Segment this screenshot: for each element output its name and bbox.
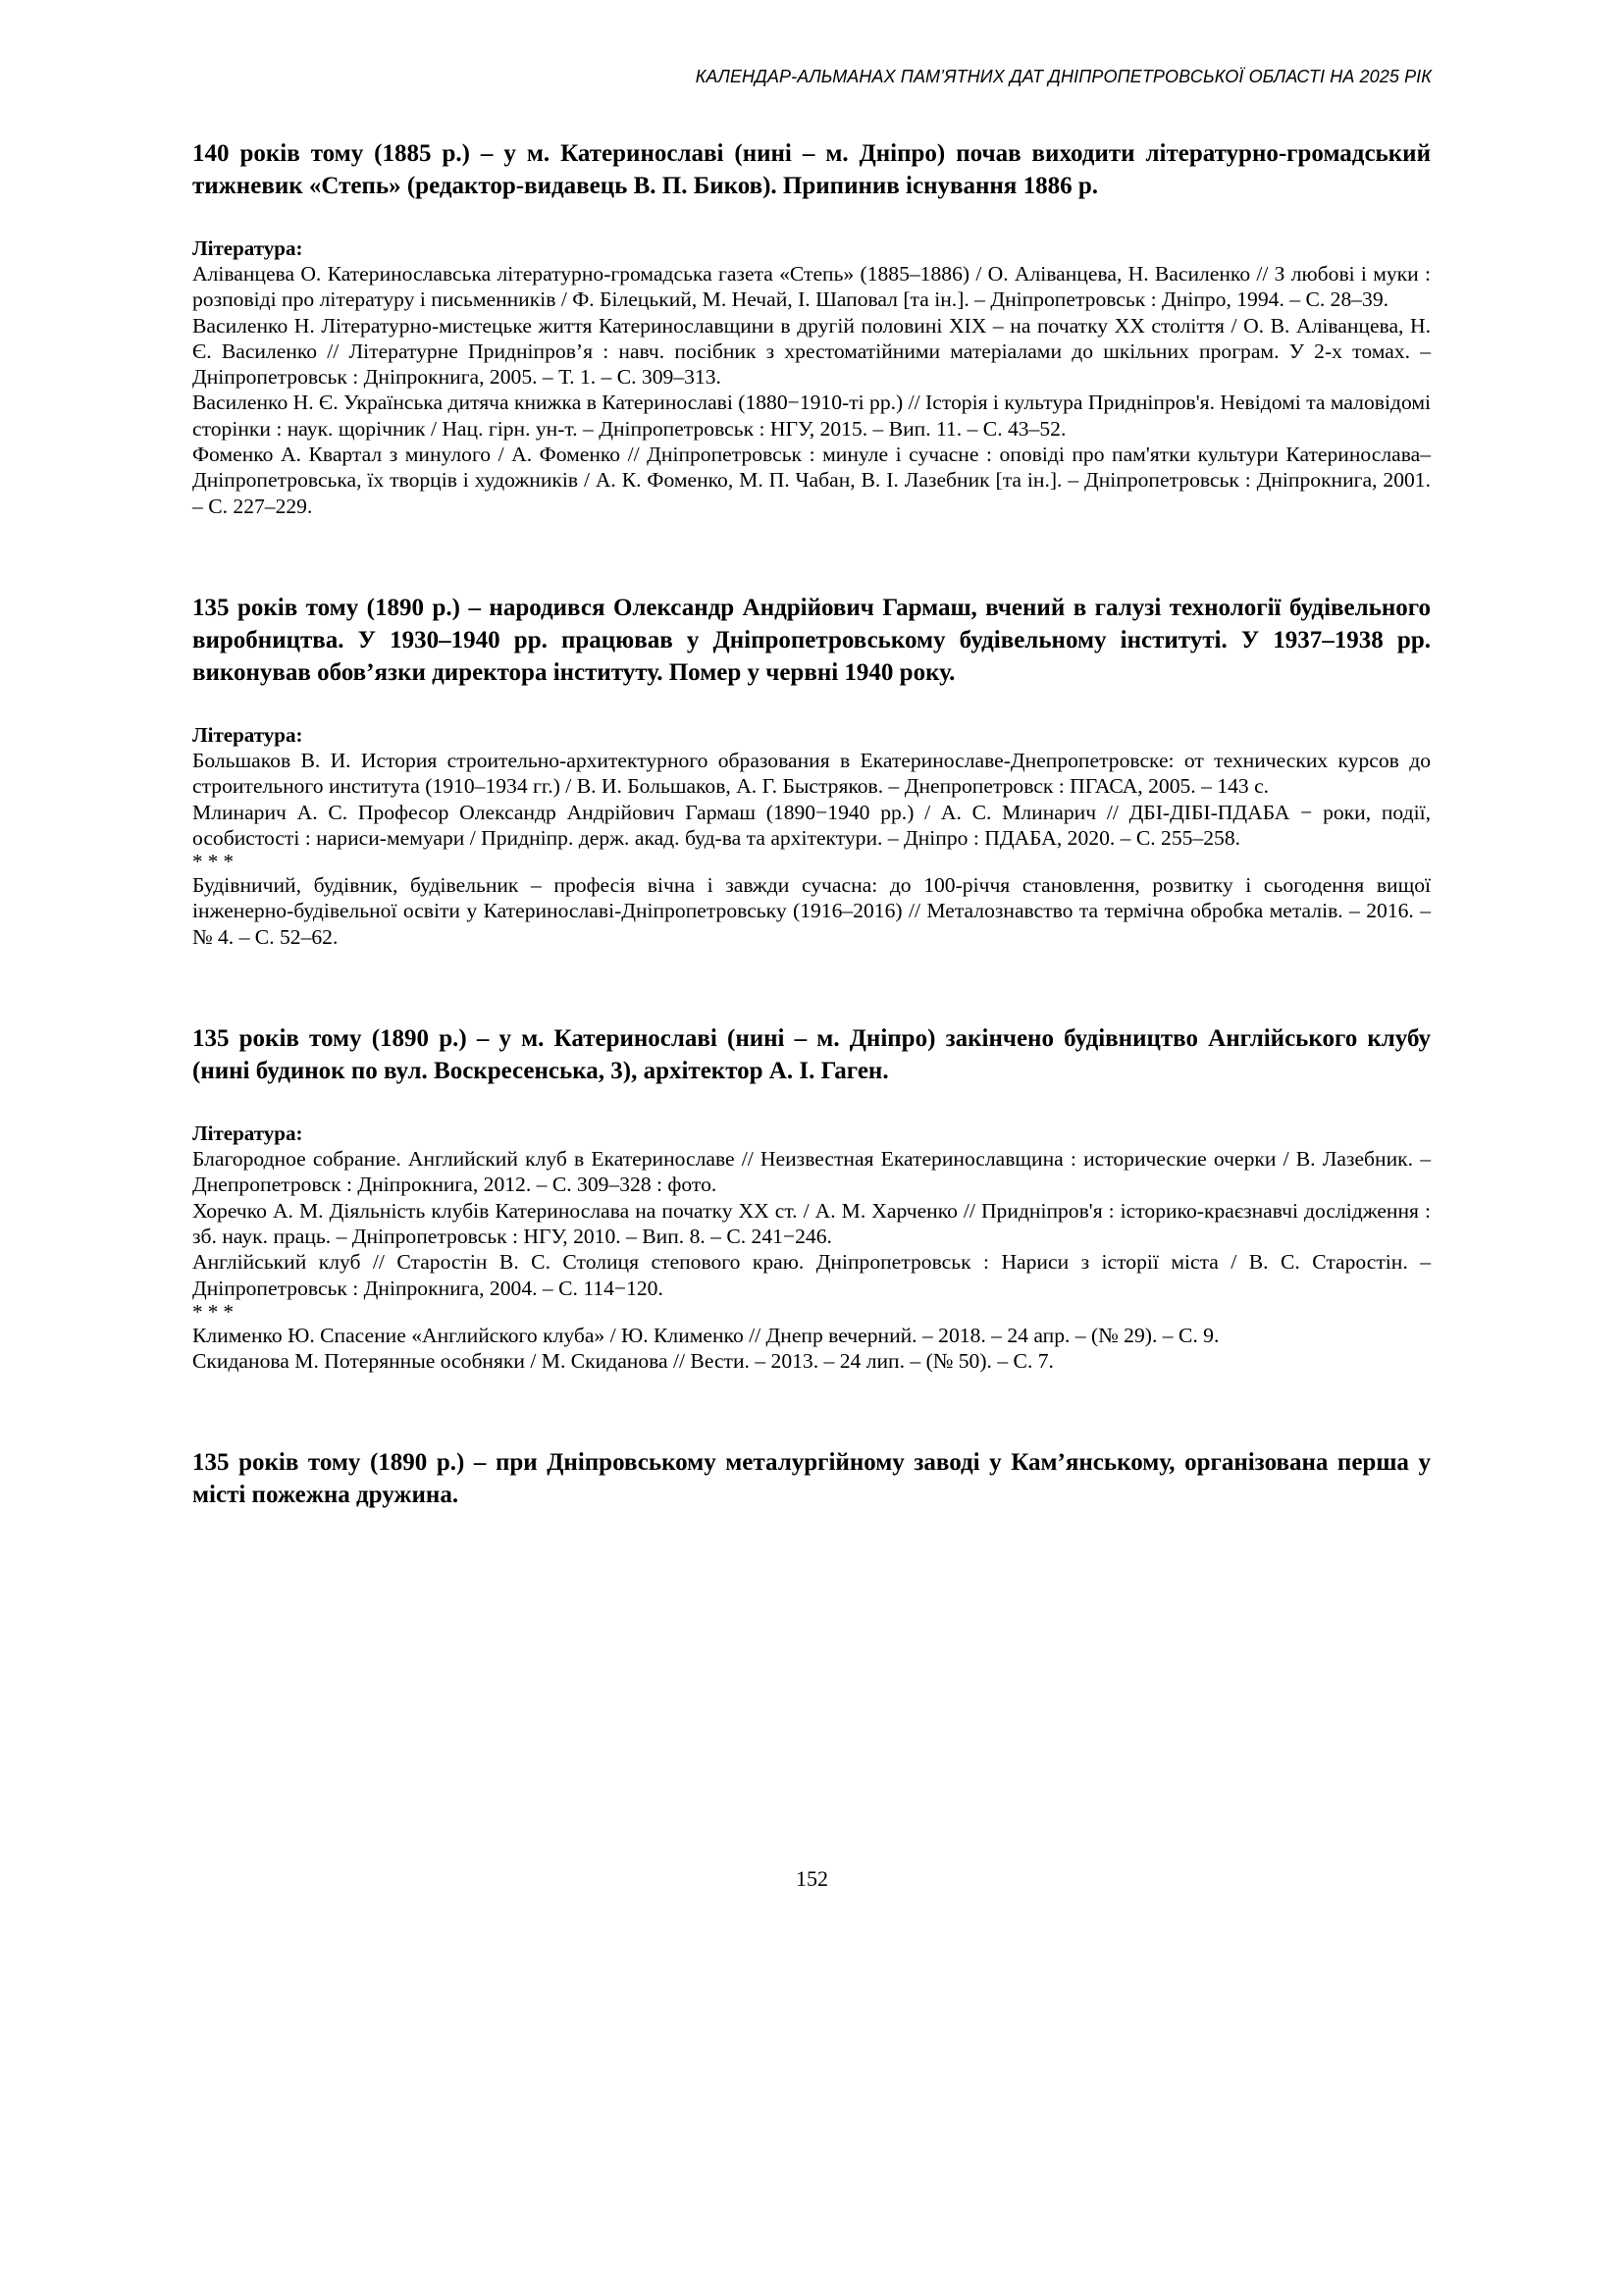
literature-label: Література: [192,236,303,260]
reference-item: Фоменко А. Квартал з минулого / А. Фоменко // Дніпропетровськ : минуле і сучасне : оповіді про пам'ятки культури Катеринослава–Дніпропетровська, їх творців і художників / А. К. Фоменко, М. П. Чабан, В. І. Лазебник [та ін.]. – Дніпропетровськ : Дніпрокнига, 2001. – С. 227–229. [192,443,1431,518]
calendar-entry [192,137,1431,519]
calendar-entry [192,592,1431,950]
entry-heading: 135 років тому (1890 р.) – у м. Катеринославі (нині – м. Дніпро) закінчено будівництво Англійського клубу (нині будинок по вул. Воскресенська, 3), архітектор А. І. Гаген. [192,1025,1431,1085]
separator-stars: * * * [192,850,234,874]
reference-item: Скиданова М. Потерянные особняки / М. Скиданова // Вести. – 2013. – 24 лип. – (№ 50). – С. 7. [192,1349,1054,1374]
page-number: 152 [796,1866,828,1891]
reference-item: Англійський клуб // Старостін В. С. Столиця степового краю. Дніпропетровськ : Нариси з історії міста / В. С. Старостін. – Дніпропетровськ : Дніпрокнига, 2004. – С. 114−120. [192,1250,1431,1300]
literature-label: Література: [192,722,303,747]
reference-item: Аліванцева О. Катеринославська літературно-громадська газета «Степь» (1885–1886) / О. Аліванцева, Н. Василенко // З любові і муки : розповіді про літературу і письменників / Ф. Білецький, М. Нечай, І. Шаповал [та ін.]. – Дніпропетровськ : Дніпро, 1994. – С. 28–39. [192,262,1431,312]
reference-item: Василенко Н. Літературно-мистецьке життя Катеринославщини в другій половині XIX – на початку XX століття / О. В. Аліванцева, Н. Є. Василенко // Літературне Придніпров’я : навч. посібник з хрестоматійними матеріалами до шкільних програм. У 2-х томах. – Дніпропетровськ : Дніпрокнига, 2005. – Т. 1. – С. 309–313. [192,313,1431,390]
entry-heading: 140 років тому (1885 р.) – у м. Катеринославі (нині – м. Дніпро) почав виходити літературно-громадський тижневик «Степь» (редактор-видавець В. П. Биков). Припинив існування 1886 р. [192,140,1431,199]
reference-item: Василенко Н. Є. Українська дитяча книжка в Катеринославі (1880−1910-ті рр.) // Історія і культура Придніпров'я. Невідомі та маловідомі сторінки : наук. щорічник / Нац. гірн. ун-т. – Дніпропетровськ : НГУ, 2015. – Вип. 11. – С. 43–52. [192,391,1431,441]
page-content [192,137,1431,1584]
reference-item: Будівничий, будівник, будівельник – професія вічна і завжди сучасна: до 100-річчя становлення, розвитку і сьогодення вищої інженерно-будівельної освіти у Катеринославі-Дніпропетровську (1916–2016) // Металознавство та термічна обробка металів. – 2016. – № 4. – С. 52–62. [192,873,1431,949]
separator-stars: * * * [192,1299,234,1324]
entry-heading: 135 років тому (1890 р.) – народився Олександр Андрійович Гармаш, вчений в галузі технології будівельного виробництва. У 1930–1940 рр. працював у Дніпропетровському будівельному інституті. У 1937–1938 рр. виконував обов’язки директора інституту. Помер у червні 1940 року. [192,594,1431,686]
running-header: КАЛЕНДАР-АЛЬМАНАХ ПАМ’ЯТНИХ ДАТ ДНІПРОПЕТРОВСЬКОЇ ОБЛАСТІ НА 2025 РІК [695,67,1432,86]
calendar-entry [192,1022,1431,1374]
literature-label: Література: [192,1121,303,1146]
reference-item: Большаков В. И. История строительно-архитектурного образования в Екатеринославе-Днепропетровске: от технических курсов до строительного института (1910–1934 гг.) / В. И. Большаков, А. Г. Быстряков. – Днепропетровск : ПГАСА, 2005. – 143 с. [192,748,1431,799]
reference-item: Млинарич А. С. Професор Олександр Андрійович Гармаш (1890−1940 рр.) / А. С. Млинарич // ДБІ-ДІБІ-ПДАБА − роки, події, особистості : нариси-мемуари / Придніпр. держ. акад. буд-ва та архітектури. – Дніпро : ПДАБА, 2020. – С. 255–258. [192,800,1431,850]
entry-heading: 135 років тому (1890 р.) – при Дніпровському металургійному заводі у Кам’янському, організована перша у місті пожежна дружина. [192,1449,1431,1509]
reference-item: Благородное собрание. Английский клуб в Екатеринославе // Неизвестная Екатеринославщина : исторические очерки / В. Лазебник. – Днепропетровск : Дніпрокнига, 2012. – С. 309–328 : фото. [192,1147,1431,1197]
calendar-entry [192,1446,1431,1511]
reference-item: Хоречко А. М. Діяльність клубів Катеринослава на початку ХХ ст. / А. М. Харченко // Придніпров'я : історико-краєзнавчі дослідження : зб. наук. праць. – Дніпропетровськ : НГУ, 2010. – Вип. 8. – С. 241−246. [192,1198,1431,1248]
reference-item: Клименко Ю. Спасение «Английского клуба» / Ю. Клименко // Днепр вечерний. – 2018. – 24 апр. – (№ 29). – С. 9. [192,1323,1220,1347]
